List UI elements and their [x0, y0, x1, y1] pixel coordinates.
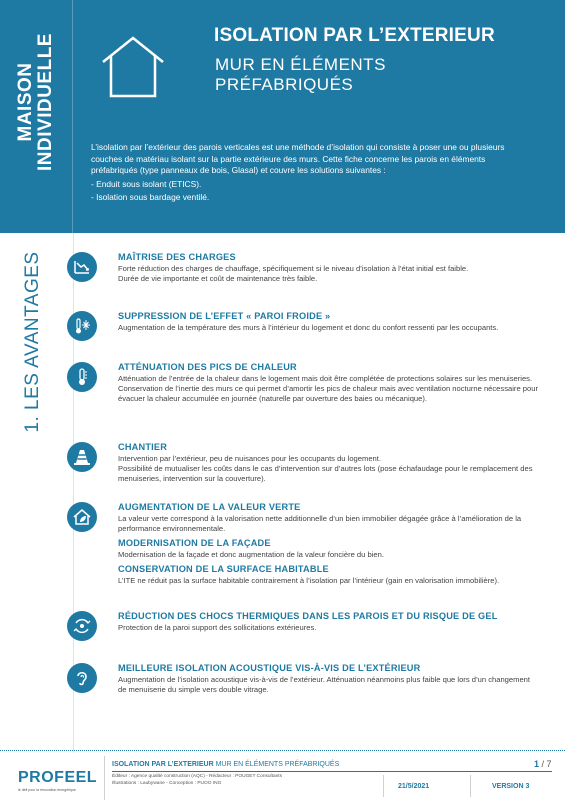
footer-credits: [112, 774, 372, 787]
advantage-title: RÉDUCTION DES CHOCS THERMIQUES DANS LES PAROIS ET DU RISQUE DE GEL: [118, 611, 498, 621]
logo-tagline: le défi pour la rénovation énergétique: [18, 788, 76, 792]
advantage-text: Forte réduction des charges de chauffage, spécifiquement si le niveau d’isolation à l’état initial est faible.: [118, 264, 469, 273]
intro-bullet: - Isolation sous bardage ventilé.: [91, 192, 210, 202]
footer-separator: [383, 775, 384, 797]
advantage-subtitle: CONSERVATION DE LA SURFACE HABITABLE: [118, 564, 329, 574]
advantage-text: Durée de vie importante et coût de maintenance très faible.: [118, 274, 318, 283]
footer-separator: [470, 775, 471, 797]
house-icon: [97, 30, 169, 102]
advantage-text: Possibilité de mutualiser les coûts dans le cas d’intervention sur d’autres lots (pose échafaudage pour le remplacement des menuiseries, intervention sur la couverture).: [118, 464, 533, 483]
section-title: 1. LES AVANTAGES: [22, 251, 43, 433]
intro-bullet: - Enduit sous isolant (ETICS).: [91, 178, 202, 189]
page-subtitle: [215, 55, 386, 95]
footer-version: VERSION 3: [492, 783, 530, 790]
advantage-text: Protection de la paroi support des sollicitations extérieures.: [118, 623, 317, 632]
footer-date: 21/5/2021: [398, 783, 430, 790]
logo-text: PROFEEL: [18, 769, 98, 786]
footer-rule: [112, 771, 552, 772]
advantage-text: Intervention par l’extérieur, peu de nuisances pour les occupants du logement.: [118, 454, 381, 463]
footer: [0, 756, 565, 800]
advantage-title: SUPPRESSION DE L’EFFET « PAROI FROIDE »: [118, 311, 331, 321]
vertical-title-line-2: INDIVIDUELLE: [35, 33, 56, 171]
traffic-cone-icon: [67, 442, 97, 472]
subtitle-line-1: MUR EN ÉLÉMENTS: [215, 55, 386, 74]
advantage-text: Conservation de l’inertie des murs ce qui permet d’amortir les pics de chaleur mais avec ventilation nocturne nécessaire pour évacuer la chaleur accumulée en journée (naturelle par ouverture des baies ou mécanique).: [118, 384, 538, 403]
thermometer-snow-icon: [67, 311, 97, 341]
vertical-title-line-1: MAISON: [15, 62, 36, 142]
thermal-cycle-icon: [67, 611, 97, 641]
advantage-title: ATTÉNUATION DES PICS DE CHALEUR: [118, 362, 297, 372]
advantage-subtitle: MODERNISATION DE LA FAÇADE: [118, 538, 271, 548]
advantage-text: Augmentation de la température des murs à l’intérieur du logement et donc du confort ressenti par les occupants.: [118, 323, 499, 332]
intro-paragraph: L’isolation par l’extérieur des parois verticales est une méthode d’isolation qui consiste à poser une ou plusieurs couches de matériau isolant sur la partie extérieure des murs. Cette fiche concerne les parois en éléments préfabriqués (type panneaux de bois, Glasal) et couvre les solutions suivantes :: [91, 142, 505, 175]
advantage-title: MAÎTRISE DES CHARGES: [118, 252, 236, 262]
page-total: / 7: [541, 759, 552, 769]
footer-divider: [0, 750, 565, 753]
advantage-title: AUGMENTATION DE LA VALEUR VERTE: [118, 502, 301, 512]
credits-line-1: Éditeur : Agence qualité construction (AQC) - Rédacteur : POUGET Consultants: [112, 774, 283, 779]
page-number: [534, 759, 552, 769]
advantage-text: L’ITE ne réduit pas la surface habitable contrairement à l’isolation par l’intérieur (gain en valorisation immobilière).: [118, 576, 500, 585]
page-title: ISOLATION PAR L’EXTERIEUR: [214, 25, 495, 46]
subtitle-line-2: PRÉFABRIQUÉS: [215, 75, 354, 94]
advantage-text: Modernisation de la façade et donc augmentation de la valeur foncière du bien.: [118, 550, 384, 559]
thermometer-icon: [67, 362, 97, 392]
ear-icon: [67, 663, 97, 693]
footer-title: [112, 761, 339, 768]
house-leaf-icon: [67, 502, 97, 532]
credits-line-2: Illustrations : Laubywane - Conception : PUOO ING: [112, 780, 222, 786]
footer-separator: [104, 756, 105, 800]
page-current: 1: [534, 759, 540, 769]
vertical-category-title: [16, 33, 56, 171]
advantage-title: CHANTIER: [118, 442, 168, 452]
intro-text: [91, 142, 531, 206]
chart-down-icon: [67, 252, 97, 282]
footer-title-bold: ISOLATION PAR L’EXTERIEUR: [112, 761, 214, 768]
advantage-text: Augmentation de l’isolation acoustique vis-à-vis de l’extérieur. Atténuation néanmoins plus faible que lors d’un changement de menuiserie du simple vers double vitrage.: [118, 675, 531, 694]
advantage-text: La valeur verte correspond à la valorisation nette additionnelle d’un bien immobilier dégagée grâce à l’amélioration de la performance environnementale.: [118, 514, 522, 533]
footer-title-rest: MUR EN ÉLÉMENTS PRÉFABRIQUÉS: [213, 761, 340, 768]
advantage-title: MEILLEURE ISOLATION ACOUSTIQUE VIS-À-VIS DE L’EXTÉRIEUR: [118, 663, 421, 673]
advantage-text: Atténuation de l’entrée de la chaleur dans le logement mais doit être complétée de protections solaires sur les menuiseries.: [118, 374, 533, 383]
profeel-logo: [18, 765, 98, 795]
